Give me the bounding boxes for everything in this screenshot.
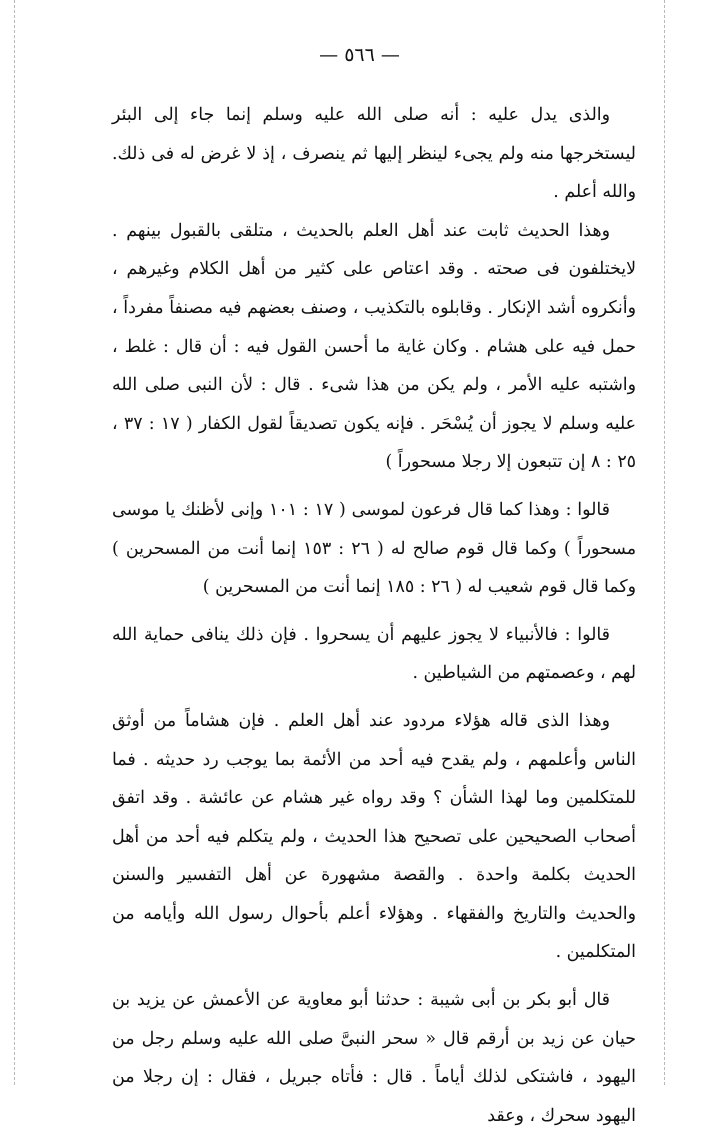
paragraph-6: قال أبو بكر بن أبى شيبة : حدثنا أبو معاوية عن الأعمش عن يزيد بن حيان عن زيد بن أرقم قال « سحر النبىَّ صلى الله عليه وسلم رجل من اليهود ، فاشتكى لذلك أياماً . قال : فأتاه جبريل ، فقال : إن رجلا من اليهود سحرك ، وعقد	[112, 990, 636, 1126]
body-text	[112, 96, 636, 1135]
paragraph-5: وهذا الذى قاله هؤلاء مردود عند أهل العلم . فإن هشاماً من أوثق الناس وأعلمهم ، ولم يقدح فيه أحد من الأئمة بما يوجب رد حديثه . فما للمتكلمين وما لهذا الشأن ؟ وقد رواه غير هشام عن عائشة . وقد اتفق أصحاب الصحيحين على تصحيح هذا الحديث ، ولم يتكلم فيه أحد من أهل الحديث بكلمة واحدة . والقصة مشهورة عن أهل التفسير والسنن والحديث والتاريخ والفقهاء . وهؤلاء أعلم بأحوال رسول الله وأيامه من المتكلمين .	[112, 710, 636, 963]
paragraph-4: قالوا : فالأنبياء لا يجوز عليهم أن يسحروا . فإن ذلك ينافى حماية الله لهم ، وعصمتهم من الشياطين .	[112, 624, 636, 684]
scan-edge-left	[14, 0, 15, 1085]
page-number: — ٥٦٦ —	[319, 44, 400, 66]
paragraph-3: قالوا : وهذا كما قال فرعون لموسى ( ١٧ : ١٠١ وإنى لأظنك يا موسى مسحوراً ) وكما قال قوم صالح له ( ٢٦ : ١٥٣ إنما أنت من المسحرين ) وكما قال قوم شعيب له ( ٢٦ : ١٨٥ إنما أنت من المسحرين )	[112, 499, 637, 598]
paragraph-2: وهذا الحديث ثابت عند أهل العلم بالحديث ، متلقى بالقبول بينهم . لايختلفون فى صحته . وقد اعتاص على كثير من أهل الكلام وغيرهم ، وأنكروه أشد الإنكار . وقابلوه بالتكذيب ، وصنف بعضهم فيه مصنفاً مفرداً ، حمل فيه على هشام . وكان غاية ما أحسن القول فيه : أن قال : غلط ، واشتبه عليه الأمر ، ولم يكن من هذا شىء . قال : لأن النبى صلى الله عليه وسلم لا يجوز أن يُسْحَر . فإنه يكون تصديقاً لقول الكفار ( ١٧ : ٣٧ ، ٢٥ : ٨ إن تتبعون إلا رجلا مسحوراً )	[112, 220, 637, 473]
paragraph-1: والذى يدل عليه : أنه صلى الله عليه وسلم إنما جاء إلى البئر ليستخرجها منه ولم يجىء لينظر إليها ثم ينصرف ، إذ لا غرض له فى ذلك. والله أعلم .	[112, 105, 636, 203]
scan-edge-right	[664, 0, 665, 1085]
